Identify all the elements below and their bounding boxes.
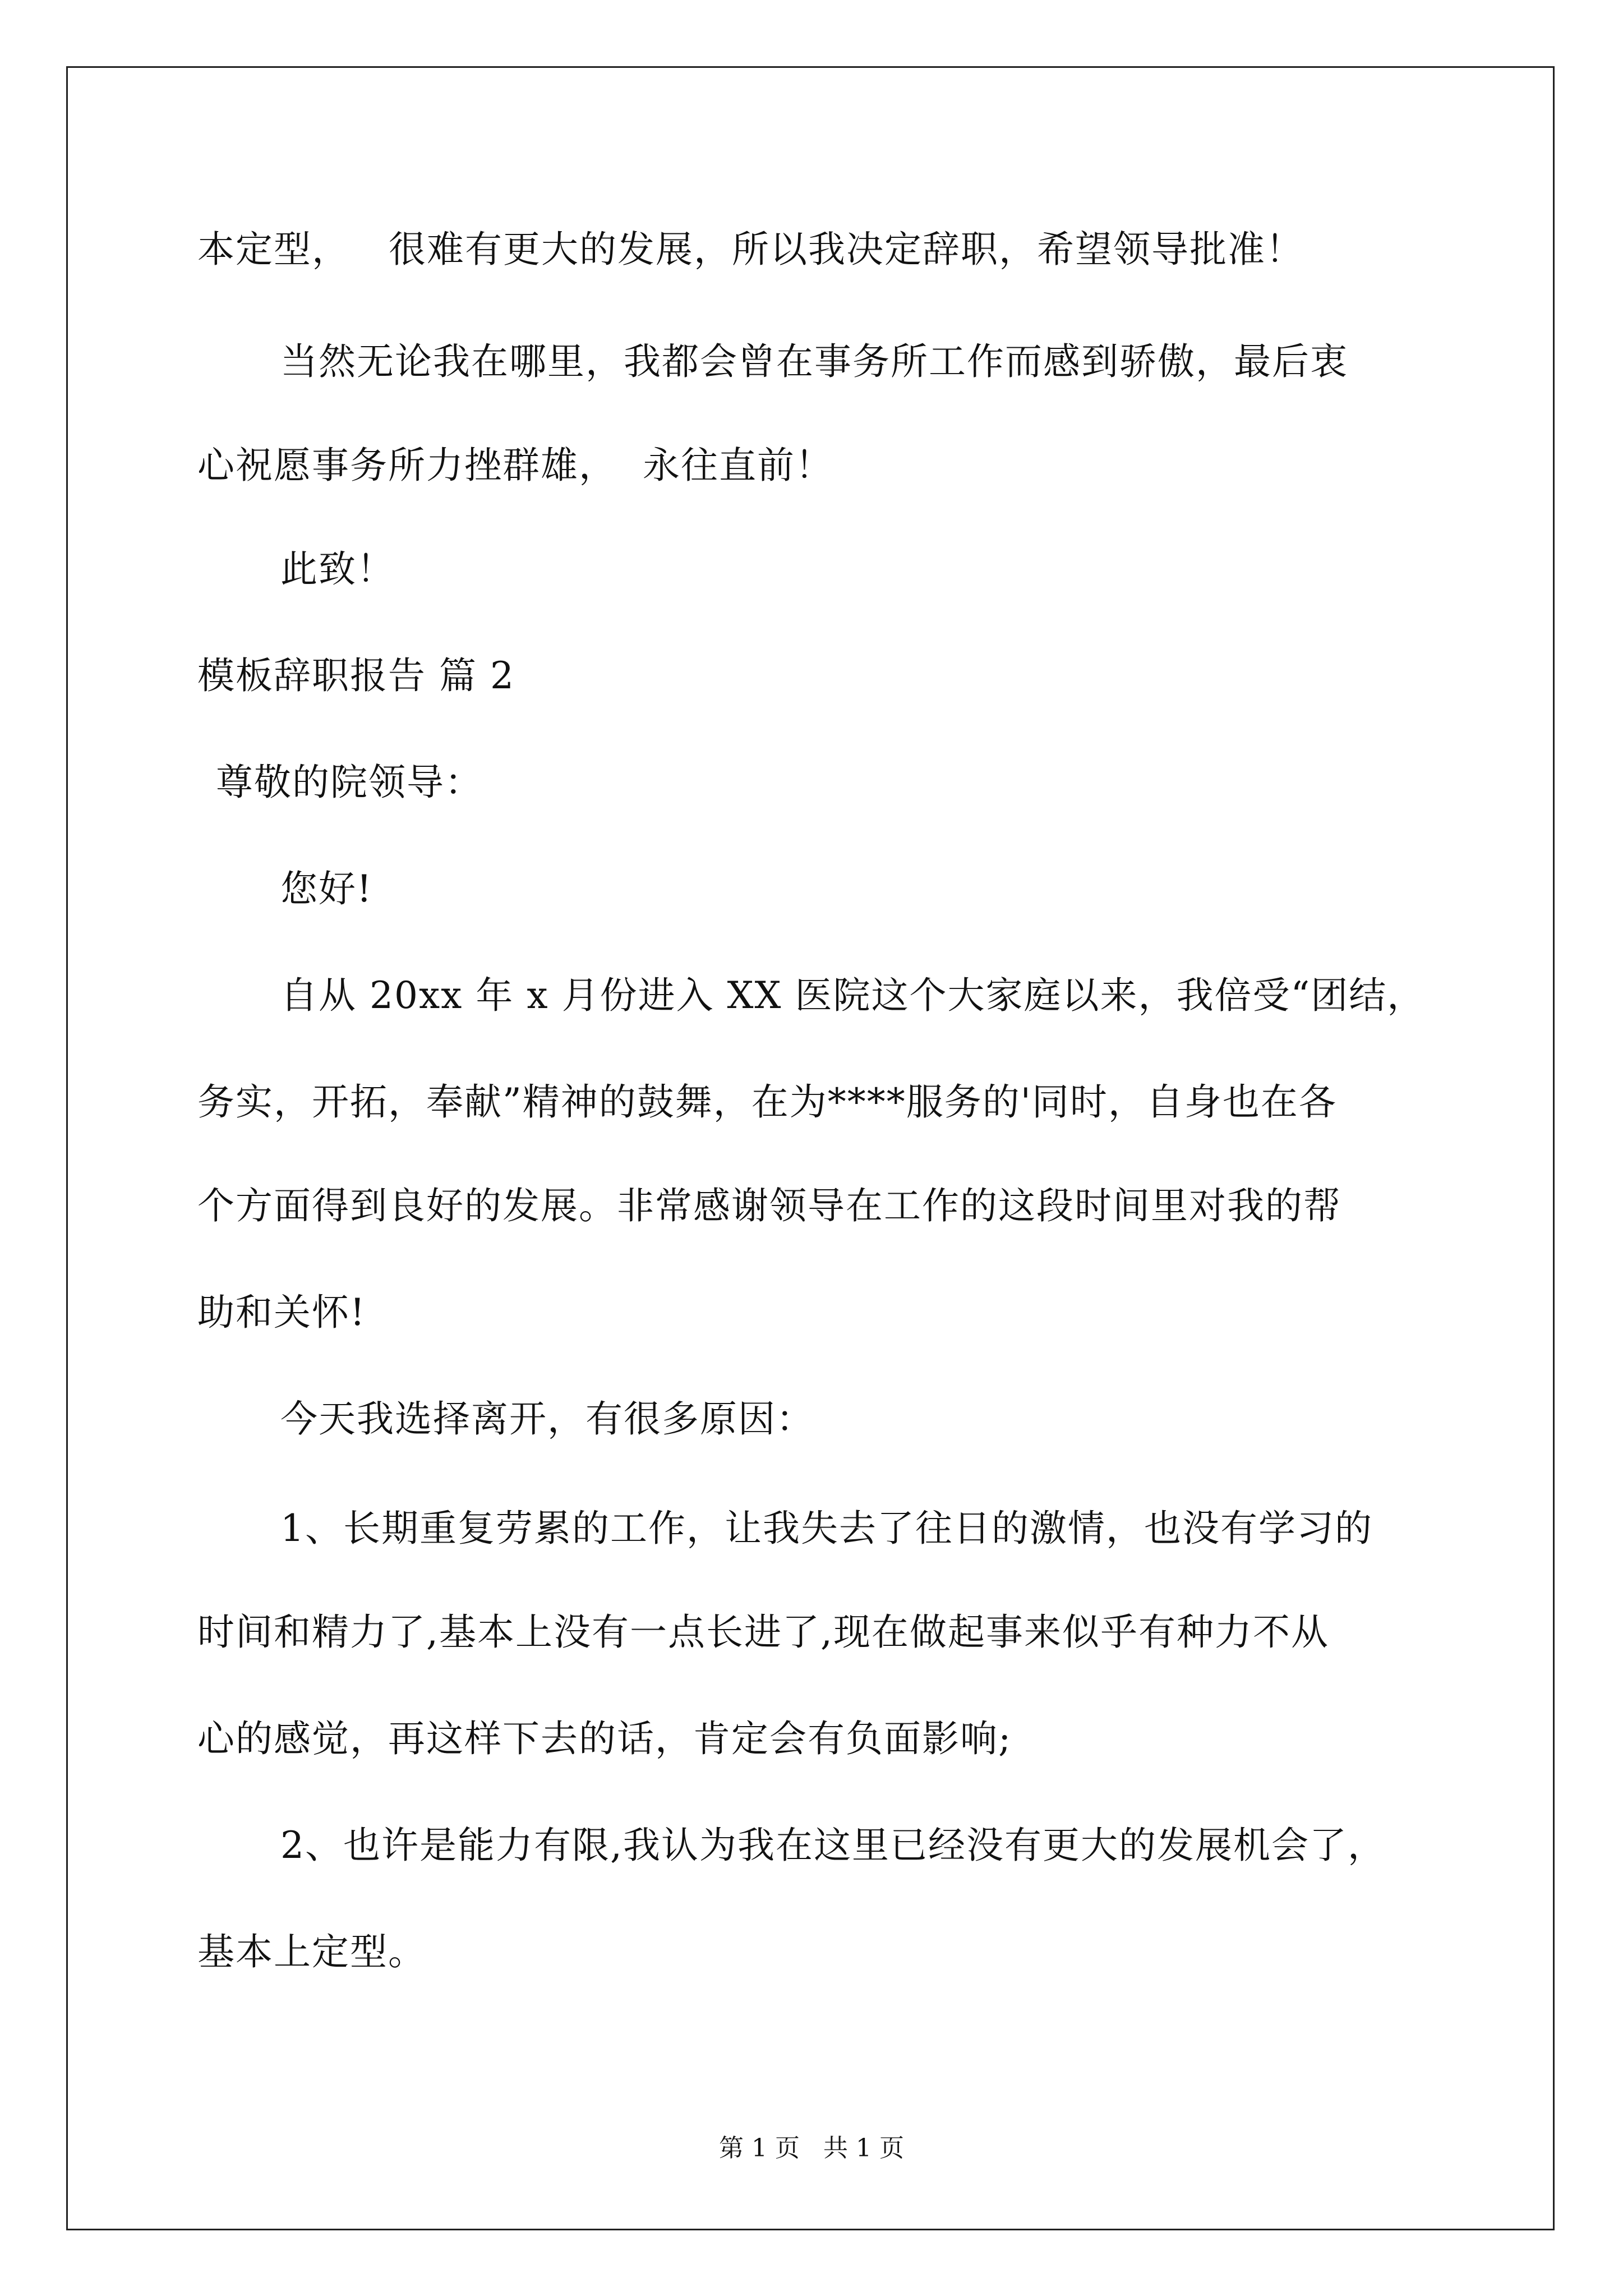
- text-line-13: 1、长期重复劳累的工作，让我失去了往日的激情，也没有学习的: [280, 1507, 1373, 1550]
- text-line-11: 助和关怀!: [197, 1291, 366, 1334]
- text-line-9: 务实，开拓，奉献”精神的鼓舞，在为****服务的'同时，自身也在各: [197, 1080, 1337, 1124]
- text-line-15: 心的感觉，再这样下去的话，肯定会有负面影响;: [197, 1717, 1012, 1760]
- greeting: 您好!: [280, 867, 373, 910]
- text-line-1: 本定型， 很难有更大的发展，所以我决定辞职，希望领导批准！: [197, 228, 1304, 271]
- page-number: 第 1 页 共 1 页: [719, 2134, 904, 2162]
- text-line-14: 时间和精力了,基本上没有一点长进了,现在做起事来似乎有种力不从: [197, 1611, 1329, 1654]
- text-line-8: 自从 20xx 年 x 月份进入 XX 医院这个大家庭以来，我倍受“团结，: [280, 974, 1426, 1017]
- salutation: 尊敬的院领导：: [216, 761, 483, 804]
- text-line-12: 今天我选择离开，有很多原因：: [280, 1397, 814, 1441]
- text-line-10: 个方面得到良好的发展。非常感谢领导在工作的这段时间里对我的帮: [197, 1184, 1341, 1227]
- text-line-17: 基本上定型。: [197, 1930, 426, 1973]
- text-line-3: 心祝愿事务所力挫群雄， 永往直前！: [197, 444, 833, 487]
- page-border: [66, 66, 1555, 2230]
- text-line-4: 此致！: [280, 547, 395, 591]
- text-line-2: 当然无论我在哪里，我都会曾在事务所工作而感到骄傲，最后衷: [280, 340, 1348, 383]
- text-line-16: 2、也许是能力有限,我认为我在这里已经没有更大的发展机会了，: [280, 1824, 1386, 1867]
- section-heading: 模板辞职报告 篇 2: [197, 654, 515, 697]
